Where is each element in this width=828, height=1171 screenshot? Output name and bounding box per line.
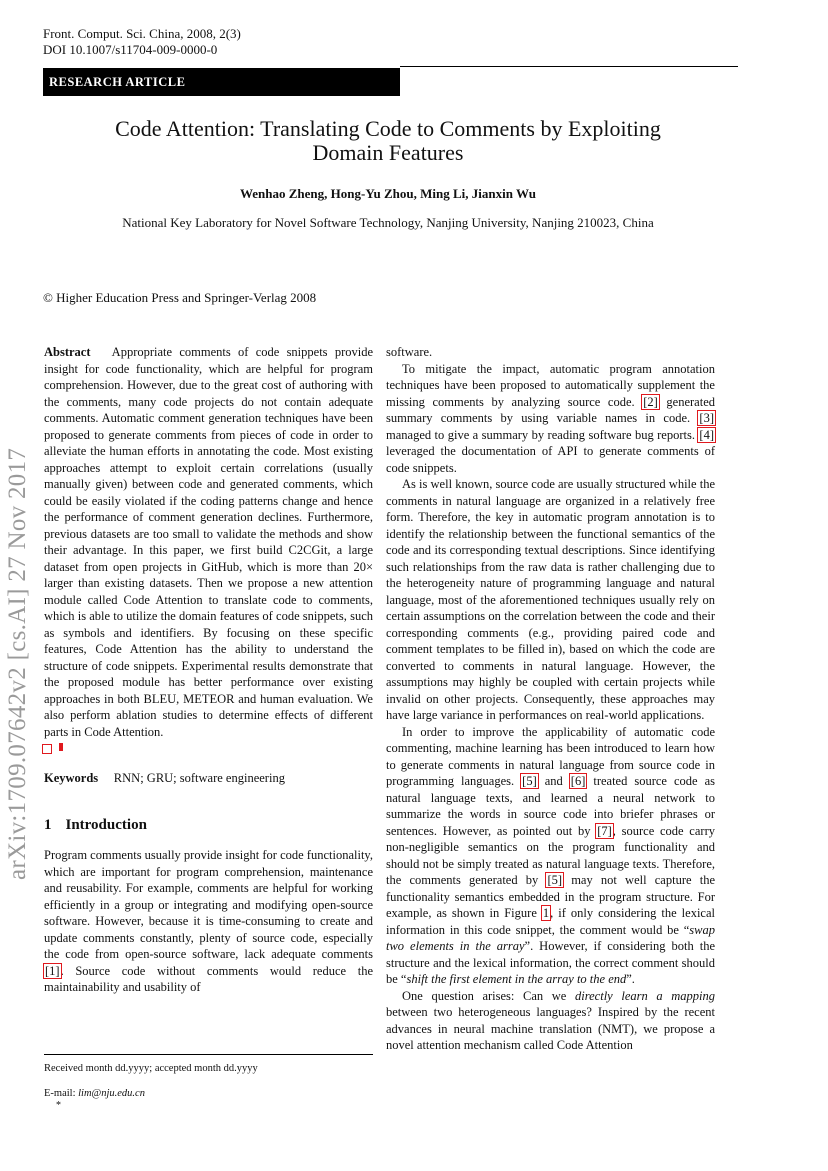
email-address[interactable]: lim@nju.edu.cn [78,1088,145,1099]
text-run: In order to improve the applicability of automatic code commenting, machine learning has been introduced to learn how to generate comments in natural language from source code in programming languages. [386,724,715,788]
paragraph-2 [386,361,715,477]
text-run: treated source code as natural language texts, and learned a neural network to summarize the words in source code into briefer phrases or sentences. However, as pointed out by [386,774,715,838]
text-run: and [537,774,570,788]
text-run: ”. [626,972,635,986]
text-run: ”. However, if considering both the structure and the lexical information, the correct comment should be “ [386,939,715,986]
right-column [386,344,715,1054]
paragraph-4 [386,724,715,988]
intro-paragraph-1 [44,847,373,996]
footnote-rule [44,1054,373,1055]
title-line-2: Domain Features [312,140,464,165]
section-heading-introduction [44,817,373,834]
text-run: One question arises: Can we [402,988,575,1003]
left-column [44,344,373,996]
citation-link[interactable]: [2] [643,394,658,409]
email-footnote [44,1088,145,1099]
footnote-star: * [56,1100,61,1111]
affiliation: National Key Laboratory for Novel Software Technology, Nanjing University, Nanjing 210023, China [122,215,654,230]
section-number: 1 [44,816,52,833]
link-marker-icon [59,743,63,751]
citation-link[interactable]: [5] [522,774,537,788]
footnote-link-marker[interactable] [42,744,52,754]
author-list: Wenhao Zheng, Hong-Yu Zhou, Ming Li, Jianxin Wu [240,186,536,201]
text-run: leveraged the documentation of API to generate comments of code snippets. [386,444,715,475]
text-run: Program comments usually provide insight for code functionality, which are important for program comprehension, maintenance and reusability. For example, comments are helpful for working efficiently in a group or integrating and modifying open-source software. However, because it is time-consuming to create and update comments constantly, plenty of source code, especially the code from open-source software, lack adequate comments [44,848,373,961]
continued-text: software. [386,345,433,359]
text-run: To mitigate the impact, automatic program annotation techniques have been proposed to automatically supplement the missing comments by analyzing source code. [386,361,715,409]
paragraph-5 [386,988,715,1054]
abstract [44,344,373,740]
keywords-block [44,770,373,787]
abstract-label: Abstract [44,345,91,359]
quoted-comment: shift the first element in the array to the end [406,972,627,986]
article-type-banner: RESEARCH ARTICLE [43,68,400,96]
copyright-notice: © Higher Education Press and Springer-Verlag 2008 [43,290,317,305]
keywords-text: RNN; GRU; software engineering [113,771,285,785]
citation-link[interactable]: [6] [570,774,586,788]
journal-info [43,26,241,58]
citation-link[interactable]: [4] [699,427,714,442]
text-run: . Source code without comments would reduce the maintainability and usability of [44,963,373,994]
text-run: managed to give a summary by reading software bug reports. [386,427,699,442]
citation-link[interactable]: [7] [597,823,612,838]
abstract-text: Appropriate comments of code snippets provide insight for code functionality, which are helpful for program comprehension. However, due to the great cost of authoring with the comments, many code projects do not contain adequate comments. Automatic comment generation techniques have been proposed to generate comments from pieces of code in order to alleviate the human efforts in annotating the code. Most existing approaches attempt to exploit certain correlations (usually manually given) between code and generated comments, which could be easily violated if the coding patterns change and hence the performance of comment generation declines. Furthermore, previous datasets are too small to validate the methods and show their advantage. In this paper, we first build C2CGit, a large dataset from open projects in GitHub, which is more than 20× larger than existing datasets. Then we propose a new attention module called Code Attention to translate code to comments, which is able to utilize the domain features of code snippets, such as symbols and identifiers. By focusing on these specific features, Code Attention has the ability to understand the structure of code snippets. Experimental results demonstrate that the proposed module has better performance over existing approaches in both BLEU, METEOR and human evaluation. We also perform ablation studies to determine effects of different parts in Code Attention. [44,345,373,739]
text-run: may not well capture the functionality semantics embedded in the program structure. For example, as shown in Figure [386,873,715,920]
citation-link[interactable]: [5] [547,873,563,887]
doi-line: DOI 10.1007/s11704-009-0000-0 [43,42,218,57]
header-rule [400,66,738,67]
text-run: generated summary comments by using variable names in code. [386,394,715,425]
text-run: , if only considering the lexical information in this code snippet, the comment would be “ [386,906,715,937]
citation-link[interactable]: [1] [45,963,60,978]
journal-line: Front. Comput. Sci. China, 2008, 2(3) [43,26,241,41]
received-dates: Received month dd.yyyy; accepted month dd.yyyy [44,1063,258,1074]
figure-link[interactable]: 1 [542,906,550,920]
arxiv-identifier-stamp[interactable]: arXiv:1709.07642v2 [cs.AI] 27 Nov 2017 [4,447,31,880]
text-run: , source code carry non-negligible semantics on the program functionality and should not be simply treated as natural language texts. Therefore, the comments generated by [386,823,715,887]
email-label: E-mail: [44,1088,79,1099]
quoted-comment: swap two elements in the array [386,922,715,953]
keywords-label: Keywords [44,771,99,785]
text-run: between two heterogeneous languages? Inspired by the recent advances in neural machine translation (NMT), we propose a novel attention mechanism called Code Attention [386,1005,715,1052]
paragraph-3: As is well known, source code are usually structured while the comments in natural language are organized in a relatively free form. Therefore, the key in automatic program annotation is to identify the relationship between the functional semantics of the code and its corresponding textual descriptions. Since identifying such relationships from the raw data is rather challenging due to the heterogeneity nature of programming language and natural language, most of the aforementioned techniques usually rely on certain assumptions on the correlation between the code and their corresponding comments (e.g., providing paired code and comment templates to be filled in), based on which the code are converted to comments in natural language. However, the assumptions may highly be coupled with certain projects while invalid on other projects. Consequently, these approaches may have large variance in performances on real-world applications. [386,477,715,722]
section-title: Introduction [65,816,147,833]
citation-link[interactable]: [3] [699,411,714,425]
emphasis: directly learn a mapping [575,988,715,1003]
title-line-1: Code Attention: Translating Code to Comments by Exploiting [115,116,661,141]
paper-title [43,117,733,165]
